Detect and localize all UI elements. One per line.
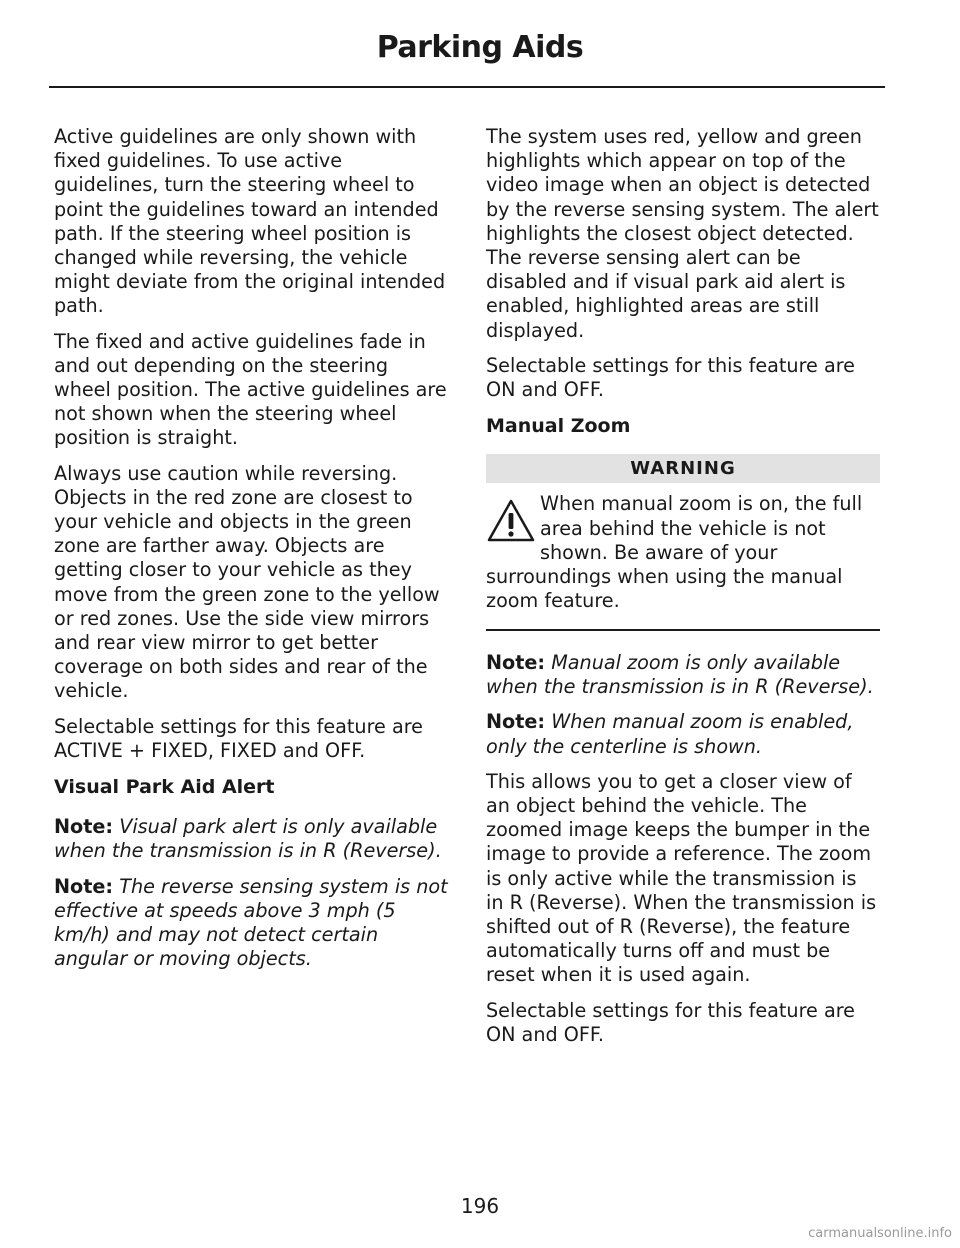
- header-rule: [49, 86, 885, 88]
- note-label: Note:: [54, 815, 114, 839]
- paragraph: This allows you to get a closer view of an object behind the vehicle. The zoomed image keeps the bumper in the image to provide a reference. The zoom is only active while the transmission is in R (Reverse). When the transmission is shifted out of R (Reverse), the feature automatically turns off and must be reset when it is used again.: [486, 769, 877, 987]
- note-text: When manual zoom is enabled, only the centerline is shown.: [486, 710, 854, 758]
- paragraph: Selectable settings for this feature are ACTIVE + FIXED, FIXED and OFF.: [54, 714, 423, 762]
- warning-rule: [486, 629, 880, 631]
- section-heading-visual-park-aid-alert: Visual Park Aid Alert: [54, 776, 275, 799]
- note: [54, 875, 448, 972]
- warning-banner: WARNING: [486, 454, 880, 483]
- left-column: [54, 125, 448, 983]
- note-label: Note:: [54, 874, 114, 898]
- paragraph: Always use caution while reversing. Objects in the red zone are closest to your vehicle and objects in the green zone are farther away. Objects are getting closer to your vehicle as they move from the green zone to the yellow or red zones. Use the side view mirrors and rear view mirror to get better coverage on both sides and rear of the vehicle.: [54, 461, 440, 703]
- note-label: Note:: [486, 710, 546, 734]
- note-text: Visual park alert is only available when the transmission is in R (Reverse).: [54, 815, 442, 863]
- warning-triangle-icon: [486, 498, 536, 544]
- paragraph: The system uses red, yellow and green highlights which appear on top of the video image when an object is detected by the reverse sensing system. The alert highlights the closest object detected. The reverse sensing alert can be disabled and if visual park aid alert is enabled, highlighted areas are still displayed.: [486, 125, 879, 342]
- page-number: 196: [460, 1194, 500, 1218]
- note: [486, 710, 880, 758]
- note-text: The reverse sensing system is not effective at speeds above 3 mph (5 km/h) and may not detect certain angular or moving objects.: [54, 874, 448, 971]
- warning-body: [486, 492, 880, 613]
- paragraph: The fixed and active guidelines fade in and out depending on the steering wheel position. The active guidelines are not shown when the steering wheel position is straight.: [54, 329, 447, 450]
- warning-text: When manual zoom is on, the full area behind the vehicle is not shown. Be aware of your surroundings when using the manual zoom feature.: [486, 492, 863, 613]
- note-text: Manual zoom is only available when the transmission is in R (Reverse).: [486, 650, 874, 699]
- paragraph: Active guidelines are only shown with fixed guidelines. To use active guidelines, turn the steering wheel to point the guidelines toward an intended path. If the steering wheel position is changed while reversing, the vehicle might deviate from the original intended path.: [54, 125, 446, 318]
- note: [486, 651, 880, 699]
- section-heading-manual-zoom: Manual Zoom: [486, 415, 631, 438]
- watermark: carmanualsonline.info: [808, 1226, 952, 1241]
- page-title: Parking Aids: [376, 30, 584, 65]
- paragraph: Selectable settings for this feature are ON and OFF.: [486, 998, 855, 1046]
- paragraph: Selectable settings for this feature are ON and OFF.: [486, 353, 855, 402]
- note-label: Note:: [486, 650, 546, 674]
- note: [54, 815, 448, 863]
- right-column: [486, 125, 880, 1058]
